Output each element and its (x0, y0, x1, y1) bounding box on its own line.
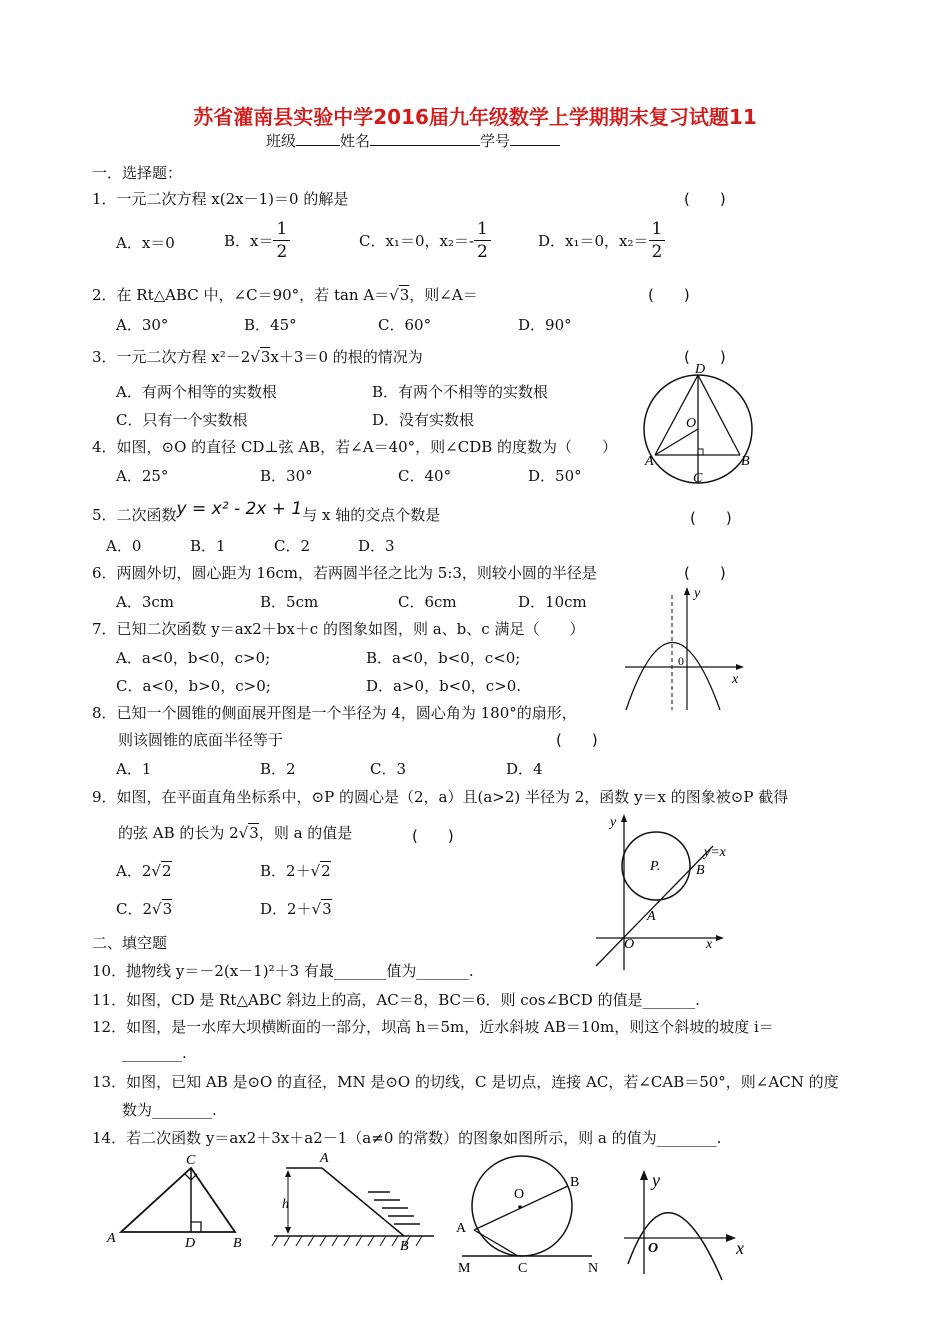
origin-label: O (624, 937, 635, 952)
point-label-c: C (518, 1261, 528, 1276)
circle-diameter-figure (640, 362, 760, 490)
point-label-b: B (696, 863, 705, 878)
center-label-p: P. (650, 859, 661, 874)
line-label-yx: y=x (704, 845, 726, 860)
option-c: C．a<0，b>0，c>0; (116, 677, 271, 695)
point-label-n: N (588, 1261, 599, 1276)
number-label: 学号 (480, 132, 511, 150)
option-a: A．0 (106, 537, 142, 555)
option-b: B．2＋√2 (260, 862, 331, 880)
point-label-b: B (570, 1175, 580, 1190)
origin-label: 0 (678, 654, 684, 668)
axis-label-y: y (652, 1170, 660, 1190)
section-heading: 二、填空题 (92, 934, 168, 952)
triangle-altitude-figure (105, 1150, 255, 1250)
point-label-a: A (320, 1151, 329, 1166)
question-stem-line2: 则该圆锥的底面半径等于 (118, 731, 284, 749)
option-b: B．有两个不相等的实数根 (372, 383, 549, 401)
question-stem: 4．如图，⊙O 的直径 CD⊥弦 AB，若∠A＝40°，则∠CDB 的度数为（ ） (92, 438, 618, 456)
question-stem-line1: 9．如图，在平面直角坐标系中，⊙P 的圆心是（2，a）且(a>2) 半径为 2，函数 y＝x 的图象被⊙P 截得 (92, 788, 789, 806)
point-label-a: A (456, 1221, 467, 1236)
option-d: D．90° (518, 316, 572, 334)
option-b: B．30° (260, 467, 313, 485)
answer-bracket: ( ) (690, 509, 732, 527)
option-c: C．2√3 (116, 900, 173, 918)
option-c: C．40° (398, 467, 452, 485)
option-d: D．x₁＝0，x₂＝ $\frac{1}{2}$ (538, 218, 665, 263)
parabola-figure (620, 585, 750, 715)
tangent-circle-figure (452, 1148, 602, 1276)
axis-label-x: x (736, 1238, 744, 1258)
option-b: B．45° (244, 316, 297, 334)
option-a: A．3cm (116, 593, 175, 611)
option-a: A．有两个相等的实数根 (116, 383, 277, 401)
answer-bracket: ( ) (684, 348, 726, 366)
question-13-line1: 13．如图，已知 AB 是⊙O 的直径，MN 是⊙O 的切线，C 是切点，连接 AC，若∠CAB＝50°，则∠ACN 的度 (92, 1073, 839, 1091)
option-c: C．3 (370, 760, 407, 778)
option-a: A．30° (116, 316, 169, 334)
point-label-d: D (695, 362, 706, 377)
question-stem-line1: 8．已知一个圆锥的侧面展开图是一个半径为 4，圆心角为 180°的扇形， (92, 704, 577, 722)
point-label-c: C (693, 471, 703, 486)
option-c: C．只有一个实数根 (116, 411, 248, 429)
option-c: C．6cm (398, 593, 457, 611)
class-label: 班级 (266, 132, 297, 150)
point-label-d: D (185, 1236, 196, 1251)
option-d: D．a>0，b<0，c>0. (366, 677, 522, 695)
question-stem: 1．一元二次方程 x(2x－1)＝0 的解是 (92, 190, 349, 208)
option-a: A．2√2 (116, 862, 172, 880)
question-stem: 7．已知二次函数 y＝ax2＋bx＋c 的图象如图，则 a、b、c 满足（ ） (92, 620, 585, 638)
question-14: 14．若二次函数 y＝ax2＋3x＋a2－1（a≠0 的常数）的图象如图所示，则 a 的值为________. (92, 1129, 722, 1147)
question-12-line2: ________. (122, 1044, 187, 1062)
option-c: C．60° (378, 316, 432, 334)
answer-bracket: ( ) (684, 190, 726, 208)
option-d: D．10cm (518, 593, 587, 611)
answer-bracket: ( ) (412, 827, 454, 845)
point-label-m: M (458, 1261, 471, 1276)
axis-label-y: y (694, 586, 701, 601)
class-blank (296, 131, 340, 146)
number-blank (510, 131, 560, 146)
origin-label: O (648, 1241, 659, 1256)
function-formula: y = x² - 2x + 1 (176, 499, 303, 519)
question-stem: 3．一元二次方程 x²－2√3x＋3＝0 的根的情况为 (92, 348, 423, 366)
answer-bracket: ( ) (556, 731, 598, 749)
option-d: D．3 (358, 537, 395, 555)
axis-label-x: x (732, 672, 739, 687)
answer-bracket: ( ) (648, 286, 690, 304)
student-info-line (266, 130, 560, 151)
question-11: 11．如图，CD 是 Rt△ABC 斜边上的高，AC＝8，BC＝6．则 cos∠BCD 的值是_______. (92, 991, 700, 1009)
option-a: A．1 (116, 760, 152, 778)
option-b: B．1 (190, 537, 226, 555)
dam-figure (264, 1150, 444, 1254)
point-label-a: A (647, 909, 656, 924)
question-stem: 2．在 Rt△ABC 中，∠C＝90°，若 tan A＝√3，则∠A＝ (92, 286, 478, 304)
option-d: D．50° (528, 467, 582, 485)
option-a: A．x＝0 (116, 234, 175, 252)
name-blank (370, 131, 480, 146)
point-label-a: A (645, 454, 654, 469)
option-c: C．2 (274, 537, 311, 555)
option-d: D．2＋√3 (260, 900, 332, 918)
point-label-o: O (686, 416, 697, 431)
question-10: 10．抛物线 y＝－2(x－1)²＋3 有最_______值为_______. (92, 962, 474, 980)
answer-bracket: ( ) (684, 564, 726, 582)
question-12-line1: 12．如图，是一水库大坝横断面的一部分，坝高 h＝5m，近水斜坡 AB＝10m，则这个斜坡的坡度 i＝ (92, 1018, 774, 1036)
option-b: B．2 (260, 760, 296, 778)
section-heading: 一．选择题： (92, 164, 183, 182)
axis-label-y: y (610, 815, 617, 830)
question-stem: 5．二次函数y = x² - 2x + 1与 x 轴的交点个数是 (92, 499, 441, 524)
point-label-b: B (233, 1236, 242, 1251)
point-label-c: C (186, 1153, 196, 1168)
name-label: 姓名 (340, 132, 371, 150)
axis-label-x: x (706, 937, 713, 952)
parabola-origin-figure (618, 1162, 758, 1282)
height-label-h: h (282, 1197, 289, 1212)
center-label-o: O (514, 1187, 525, 1202)
option-b: B．5cm (260, 593, 319, 611)
option-a: A．a<0，b<0，c>0; (116, 649, 271, 667)
option-a: A．25° (116, 467, 169, 485)
page-title: 苏省灌南县实验中学2016届九年级数学上学期期末复习试题11 (193, 105, 757, 129)
circle-p-figure (588, 808, 748, 973)
option-c: C．x₁＝0，x₂＝- $\frac{1}{2}$ (359, 218, 491, 263)
question-stem-line2: 的弦 AB 的长为 2√3，则 a 的值是 (118, 824, 353, 842)
question-13-line2: 数为________. (122, 1101, 217, 1119)
question-stem: 6．两圆外切，圆心距为 16cm，若两圆半径之比为 5:3，则较小圆的半径是 (92, 564, 597, 582)
point-label-a: A (107, 1231, 116, 1246)
point-label-b: B (741, 454, 750, 469)
point-label-b: B (400, 1239, 409, 1254)
option-b: B．x＝ $\frac{1}{2}$ (224, 218, 290, 263)
option-b: B．a<0，b<0，c<0; (366, 649, 521, 667)
option-d: D．没有实数根 (372, 411, 475, 429)
option-d: D．4 (506, 760, 543, 778)
